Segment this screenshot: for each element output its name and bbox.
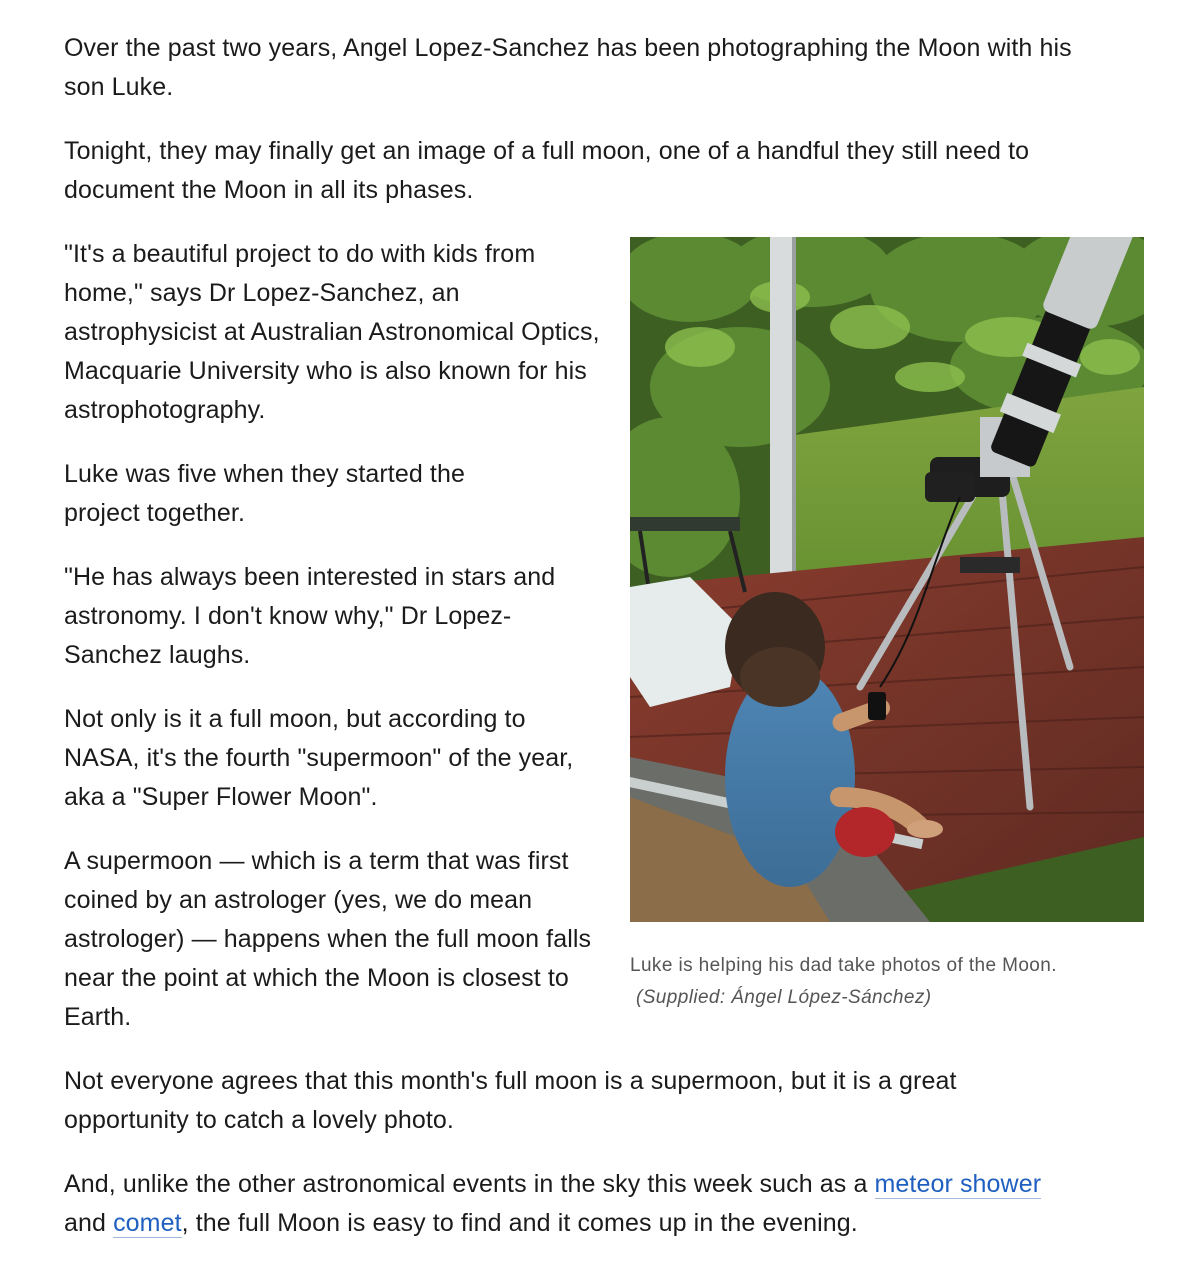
paragraph-tonight: Tonight, they may finally get an image of a full moon, one of a handful they still need to document the Moon in all its phases.: [64, 137, 1030, 204]
caption-text: Luke is helping his dad take photos of the Moon.: [630, 955, 1057, 976]
comet-link[interactable]: comet: [113, 1209, 182, 1237]
paragraph-astronomical-events: [64, 1165, 1064, 1243]
photo-illustration: [630, 237, 1144, 922]
paragraph-quote-project: "It's a beautiful project to do with kids from home," says Dr Lopez-Sanchez, an astrophysicist at Australian Astronomical Optics, Macquarie University who is also known for his astrophotography.: [64, 240, 600, 424]
caption-credit: (Supplied: Ángel López-Sánchez): [636, 987, 932, 1008]
text-segment: and: [64, 1209, 114, 1237]
photo-boy-with-telescope[interactable]: [630, 237, 1144, 922]
paragraph-quote-stars: "He has always been interested in stars and astronomy. I don't know why," Dr Lopez-Sanchez laughs.: [64, 563, 556, 669]
figure-caption: [630, 950, 1144, 1014]
paragraph-not-everyone: Not everyone agrees that this month's full moon is a supermoon, but it is a great opportunity to catch a lovely photo.: [64, 1067, 957, 1134]
paragraph-supermoon-definition: A supermoon — which is a term that was first coined by an astrologer (yes, we do mean astrologer) — happens when the full moon falls near the point at which the Moon is closest to Earth.: [64, 847, 592, 1031]
paragraph-intro: Over the past two years, Angel Lopez-Sanchez has been photographing the Moon with his son Luke.: [64, 34, 1072, 101]
article-figure: [630, 237, 1144, 1014]
text-segment: And, unlike the other astronomical events in the sky this week such as a: [64, 1170, 875, 1198]
meteor-shower-link[interactable]: meteor shower: [874, 1170, 1042, 1198]
text-segment: , the full Moon is easy to find and it comes up in the evening.: [181, 1209, 858, 1237]
paragraph-supermoon-nasa: Not only is it a full moon, but according to NASA, it's the fourth "supermoon" of the year, aka a "Super Flower Moon".: [64, 705, 574, 811]
paragraph-luke-age: Luke was five when they started the project together.: [64, 460, 465, 527]
